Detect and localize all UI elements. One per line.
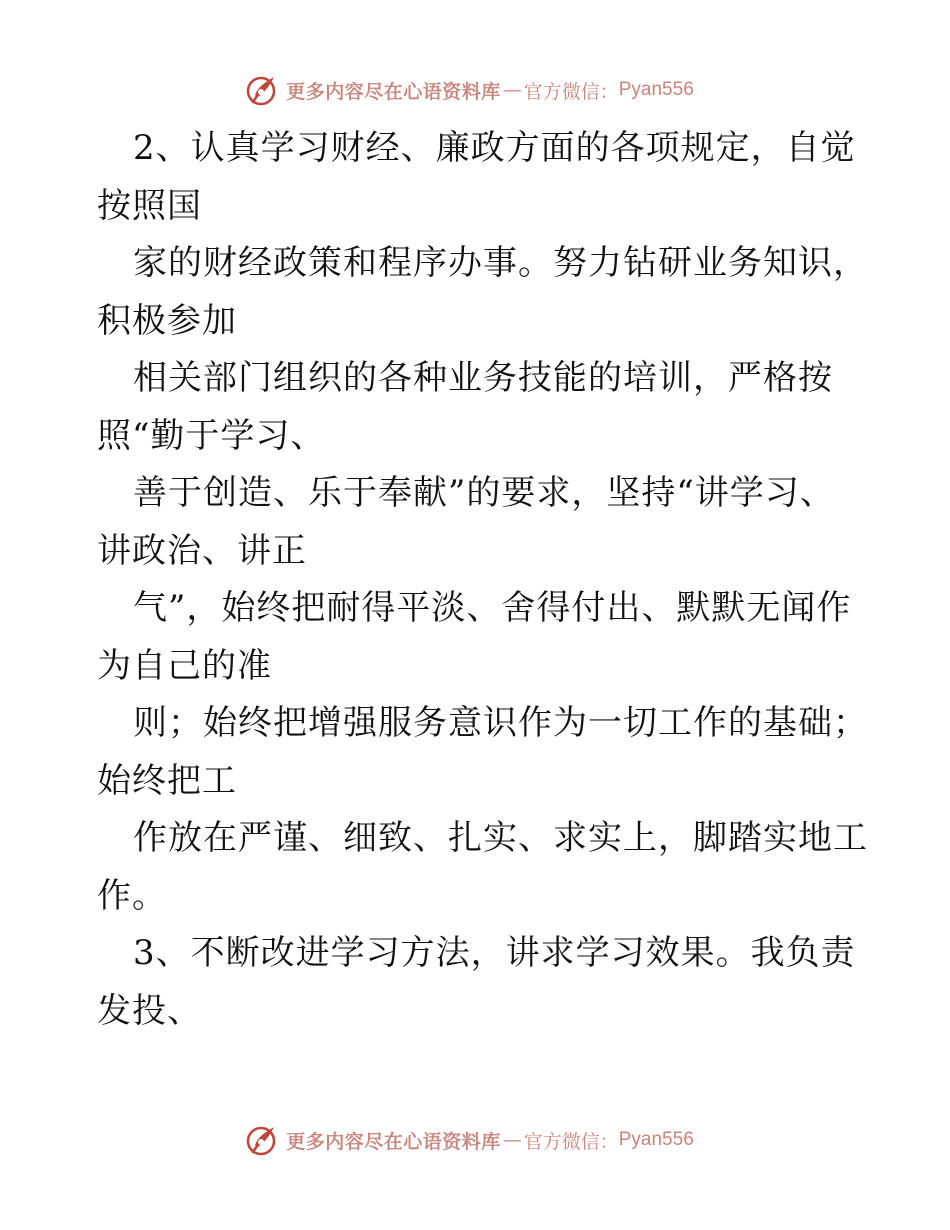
text-line: 3、不断改进学习方法，讲求学习效果。我负责: [133, 933, 856, 973]
text-line: 作放在严谨、细致、扎实、求实上，脚踏实地工: [133, 818, 868, 858]
watermark-contact-id: Pyan556: [618, 79, 694, 100]
text-line: 则；始终把增强服务意识作为一切工作的基础；: [133, 703, 868, 743]
text-line: 2、认真学习财经、廉政方面的各项规定，自觉: [133, 128, 856, 168]
watermark-group: [246, 73, 694, 107]
text-line: 发投、: [97, 990, 202, 1031]
logo-icon: [246, 73, 280, 107]
watermark-contact-id: Pyan556: [618, 1129, 694, 1150]
header-watermark: [0, 70, 950, 110]
text-line: 相关部门组织的各种业务技能的培训，严格按: [133, 358, 833, 398]
watermark-group: [246, 1123, 694, 1157]
watermark-text: 更多内容尽在心语资料库: [286, 80, 501, 103]
text-line: 按照国: [97, 185, 202, 226]
watermark-dash: —: [502, 1129, 522, 1151]
watermark-dash: —: [502, 79, 522, 101]
document-body: [97, 120, 868, 1040]
text-line: 作。: [97, 875, 167, 916]
text-line: 为自己的准: [97, 645, 272, 686]
text-line: 讲政治、讲正: [97, 530, 307, 571]
text-line: 照“勤于学习、: [97, 415, 326, 456]
logo-icon: [246, 1123, 280, 1157]
watermark-text: 更多内容尽在心语资料库: [286, 1130, 501, 1153]
watermark-contact-label: 官方微信：: [523, 1130, 619, 1153]
watermark-contact-label: 官方微信：: [523, 80, 619, 103]
footer-watermark: [0, 1120, 950, 1160]
text-line: 家的财经政策和程序办事。努力钻研业务知识，: [133, 243, 868, 283]
text-line: 积极参加: [97, 300, 237, 341]
text-line: 善于创造、乐于奉献”的要求，坚持“讲学习、: [133, 473, 835, 513]
text-line: 始终把工: [97, 760, 237, 801]
text-line: 气”，始终把耐得平淡、舍得付出、默默无闻作: [133, 588, 852, 628]
